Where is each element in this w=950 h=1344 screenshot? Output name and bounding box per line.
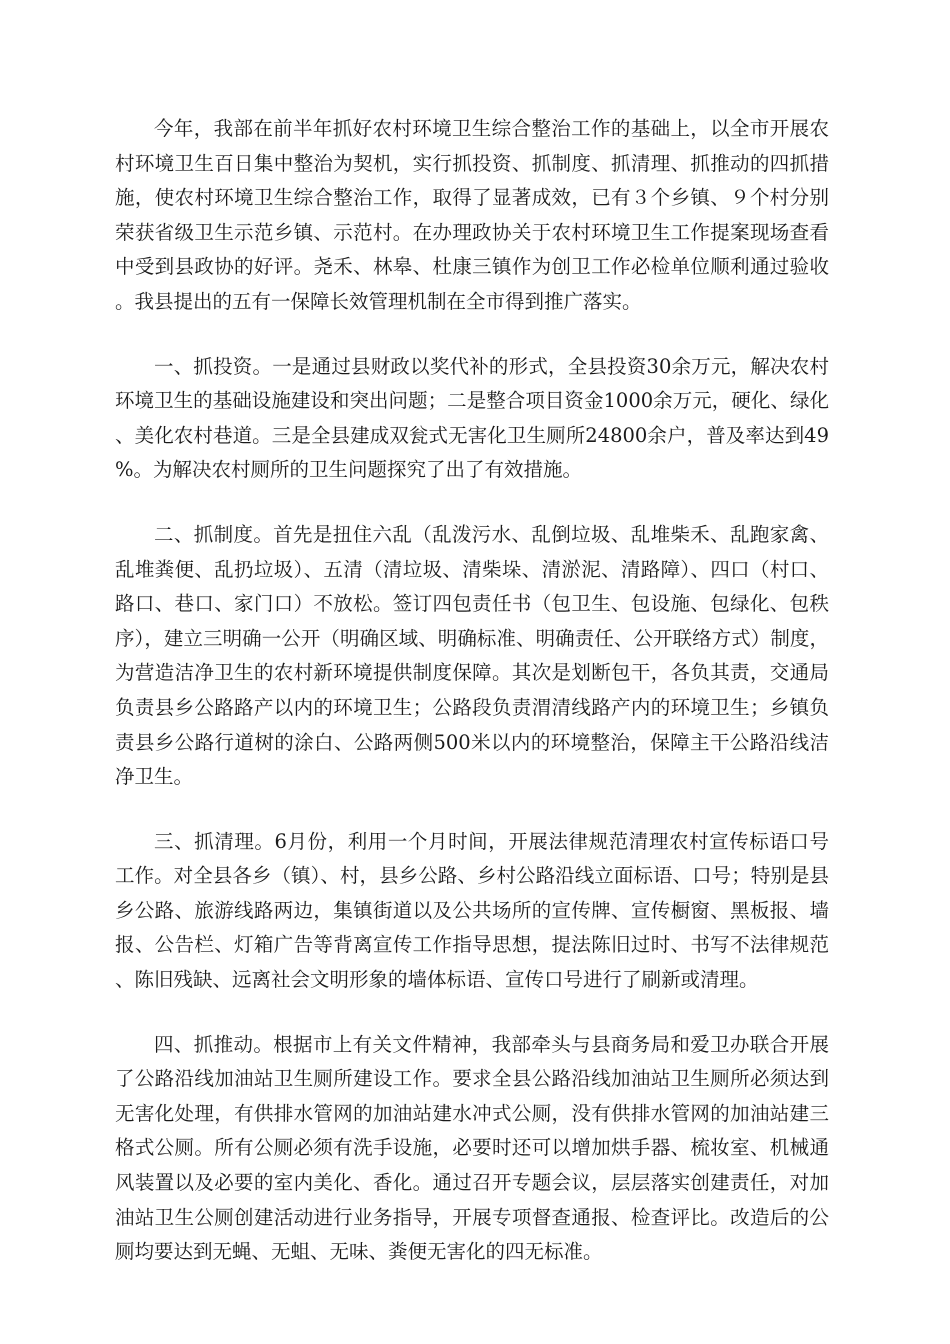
promotion-paragraph: 四、抓推动。根据市上有关文件精神，我部牵头与县商务局和爱卫办联合开展了公路沿线加油站卫生厕所建设工作。要求全县公路沿线加油站卫生厕所必须达到无害化处理，有供排水管网的加油站建水冲式公厕，没有供排水管网的加油站建三格式公厕。所有公厕必须有洗手设施，必要时还可以增加烘手器、梳妆室、机械通风装置以及必要的室内美化、香化。通过召开专题会议，层层落实创建责任，对加油站卫生公厕创建活动进行业务指导，开展专项督查通报、检查评比。改造后的公厕均要达到无蝇、无蛆、无味、粪便无害化的四无标准。 [115,1032,829,1264]
document-body [115,112,829,1270]
investment-paragraph: 一、抓投资。一是通过县财政以奖代补的形式，全县投资30余万元，解决农村环境卫生的基础设施建设和突出问题；二是整合项目资金1000余万元，硬化、绿化、美化农村巷道。三是全县建成双瓮式无害化卫生厕所24800余户，普及率达到49%。为解决农村厕所的卫生问题探究了出了有效措施。 [115,354,829,482]
intro-paragraph: 今年，我部在前半年抓好农村环境卫生综合整治工作的基础上，以全市开展农村环境卫生百日集中整治为契机，实行抓投资、抓制度、抓清理、抓推动的四抓措施，使农村环境卫生综合整治工作，取得了显著成效，已有３个乡镇、９个村分别荣获省级卫生示范乡镇、示范村。在办理政协关于农村环境卫生工作提案现场查看中受到县政协的好评。尧禾、林皋、杜康三镇作为创卫工作必检单位顺利通过验收。我县提出的五有一保障长效管理机制在全市得到推广落实。 [115,117,829,313]
system-paragraph: 二、抓制度。首先是扭住六乱（乱泼污水、乱倒垃圾、乱堆柴禾、乱跑家禽、乱堆粪便、乱扔垃圾）、五清（清垃圾、清柴垛、清淤泥、清路障）、四口（村口、路口、巷口、家门口）不放松。签订四包责任书（包卫生、包设施、包绿化、包秩序），建立三明确一公开（明确区域、明确标准、明确责任、公开联络方式）制度，为营造洁净卫生的农村新环境提供制度保障。其次是划断包干，各负其责，交通局负责县乡公路路产以内的环境卫生；公路段负责渭清线路产内的环境卫生；乡镇负责县乡公路行道树的涂白、公路两侧500米以内的环境整治，保障主干公路沿线洁净卫生。 [115,522,829,789]
cleanup-paragraph: 三、抓清理。6月份，利用一个月时间，开展法律规范清理农村宣传标语口号工作。对全县各乡（镇）、村，县乡公路、乡村公路沿线立面标语、口号；特别是县乡公路、旅游线路两边，集镇街道以及公共场所的宣传牌、宣传橱窗、黑板报、墙报、公告栏、灯箱广告等背离宣传工作指导思想，提法陈旧过时、书写不法律规范、陈旧残缺、远离社会文明形象的墙体标语、宣传口号进行了刷新或清理。 [115,829,829,992]
